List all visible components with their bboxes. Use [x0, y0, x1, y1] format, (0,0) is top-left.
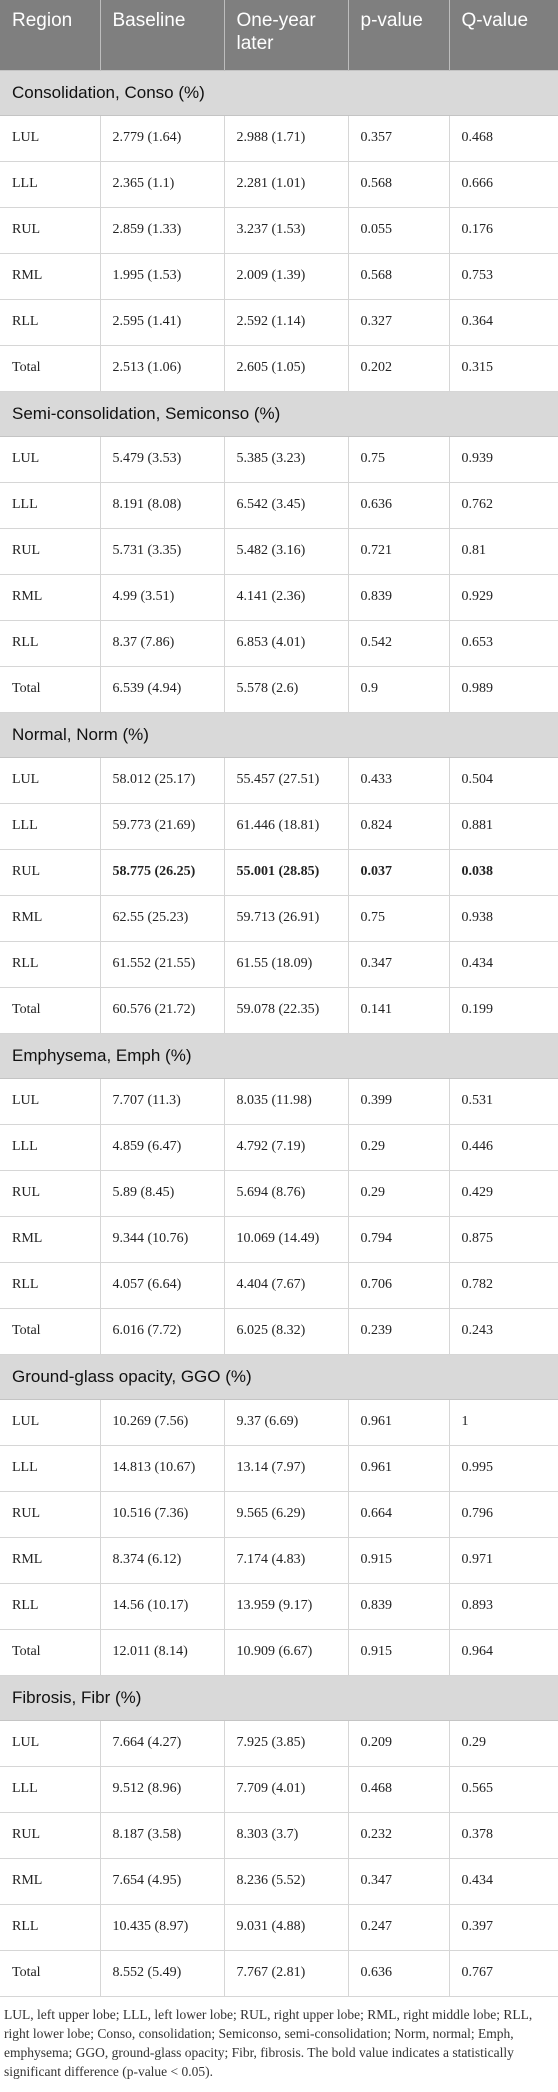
p-value-cell: 0.357	[348, 115, 449, 161]
section-title: Semi-consolidation, Semiconso (%)	[0, 391, 558, 436]
q-value-cell: 0.315	[449, 345, 558, 391]
table-row	[0, 1629, 558, 1675]
region-cell: RLL	[0, 1904, 100, 1950]
baseline-cell: 7.664 (4.27)	[100, 1720, 224, 1766]
region-cell: LUL	[0, 436, 100, 482]
q-value-cell: 0.796	[449, 1491, 558, 1537]
q-value-cell: 0.782	[449, 1262, 558, 1308]
table-row	[0, 1720, 558, 1766]
p-value-cell: 0.232	[348, 1812, 449, 1858]
one-year-later-cell: 7.925 (3.85)	[224, 1720, 348, 1766]
region-cell: LLL	[0, 161, 100, 207]
table-row	[0, 115, 558, 161]
one-year-later-cell: 5.694 (8.76)	[224, 1170, 348, 1216]
q-value-cell: 0.964	[449, 1629, 558, 1675]
q-value-cell: 0.434	[449, 1858, 558, 1904]
region-cell: LLL	[0, 1445, 100, 1491]
one-year-later-cell: 2.605 (1.05)	[224, 345, 348, 391]
q-value-cell: 0.038	[449, 849, 558, 895]
region-cell: RLL	[0, 299, 100, 345]
table-row	[0, 1491, 558, 1537]
baseline-cell: 2.365 (1.1)	[100, 161, 224, 207]
q-value-cell: 0.434	[449, 941, 558, 987]
p-value-cell: 0.839	[348, 574, 449, 620]
one-year-later-cell: 59.078 (22.35)	[224, 987, 348, 1033]
header-baseline: Baseline	[100, 0, 224, 70]
q-value-cell: 0.243	[449, 1308, 558, 1354]
section-title: Consolidation, Conso (%)	[0, 70, 558, 115]
baseline-cell: 14.813 (10.67)	[100, 1445, 224, 1491]
table-row	[0, 1078, 558, 1124]
p-value-cell: 0.961	[348, 1445, 449, 1491]
region-cell: RUL	[0, 1491, 100, 1537]
p-value-cell: 0.29	[348, 1124, 449, 1170]
table-row	[0, 1262, 558, 1308]
one-year-later-cell: 7.767 (2.81)	[224, 1950, 348, 1996]
region-cell: RUL	[0, 849, 100, 895]
baseline-cell: 1.995 (1.53)	[100, 253, 224, 299]
region-cell: LLL	[0, 482, 100, 528]
p-value-cell: 0.055	[348, 207, 449, 253]
baseline-cell: 2.513 (1.06)	[100, 345, 224, 391]
one-year-later-cell: 8.303 (3.7)	[224, 1812, 348, 1858]
one-year-later-cell: 8.035 (11.98)	[224, 1078, 348, 1124]
section-title: Normal, Norm (%)	[0, 712, 558, 757]
table-row	[0, 620, 558, 666]
one-year-later-cell: 55.001 (28.85)	[224, 849, 348, 895]
one-year-later-cell: 13.959 (9.17)	[224, 1583, 348, 1629]
region-cell: LLL	[0, 1124, 100, 1170]
baseline-cell: 6.016 (7.72)	[100, 1308, 224, 1354]
q-value-cell: 0.881	[449, 803, 558, 849]
p-value-cell: 0.347	[348, 941, 449, 987]
table-row	[0, 1537, 558, 1583]
baseline-cell: 8.191 (8.08)	[100, 482, 224, 528]
q-value-cell: 0.176	[449, 207, 558, 253]
table-header	[0, 0, 558, 70]
region-cell: LLL	[0, 803, 100, 849]
baseline-cell: 9.512 (8.96)	[100, 1766, 224, 1812]
one-year-later-cell: 10.909 (6.67)	[224, 1629, 348, 1675]
p-value-cell: 0.247	[348, 1904, 449, 1950]
table-row	[0, 1170, 558, 1216]
p-value-cell: 0.239	[348, 1308, 449, 1354]
one-year-later-cell: 2.592 (1.14)	[224, 299, 348, 345]
region-cell: LUL	[0, 1399, 100, 1445]
one-year-later-cell: 4.141 (2.36)	[224, 574, 348, 620]
region-cell: RLL	[0, 1583, 100, 1629]
q-value-cell: 0.753	[449, 253, 558, 299]
baseline-cell: 8.552 (5.49)	[100, 1950, 224, 1996]
p-value-cell: 0.433	[348, 757, 449, 803]
table-row	[0, 207, 558, 253]
table-row	[0, 895, 558, 941]
q-value-cell: 0.81	[449, 528, 558, 574]
table-row	[0, 987, 558, 1033]
one-year-later-cell: 6.025 (8.32)	[224, 1308, 348, 1354]
header-q-value: Q-value	[449, 0, 558, 70]
one-year-later-cell: 55.457 (27.51)	[224, 757, 348, 803]
q-value-cell: 0.893	[449, 1583, 558, 1629]
q-value-cell: 0.762	[449, 482, 558, 528]
table-row	[0, 482, 558, 528]
q-value-cell: 1	[449, 1399, 558, 1445]
p-value-cell: 0.636	[348, 1950, 449, 1996]
one-year-later-cell: 5.482 (3.16)	[224, 528, 348, 574]
table-row	[0, 1766, 558, 1812]
region-cell: RML	[0, 574, 100, 620]
table-row	[0, 1812, 558, 1858]
q-value-cell: 0.875	[449, 1216, 558, 1262]
table-row	[0, 1124, 558, 1170]
one-year-later-cell: 9.37 (6.69)	[224, 1399, 348, 1445]
one-year-later-cell: 59.713 (26.91)	[224, 895, 348, 941]
one-year-later-cell: 5.385 (3.23)	[224, 436, 348, 482]
table-row	[0, 436, 558, 482]
one-year-later-cell: 4.404 (7.67)	[224, 1262, 348, 1308]
q-value-cell: 0.397	[449, 1904, 558, 1950]
one-year-later-cell: 2.281 (1.01)	[224, 161, 348, 207]
p-value-cell: 0.399	[348, 1078, 449, 1124]
section-header-row	[0, 1033, 558, 1078]
baseline-cell: 2.595 (1.41)	[100, 299, 224, 345]
region-cell: Total	[0, 1950, 100, 1996]
table-row	[0, 1445, 558, 1491]
p-value-cell: 0.9	[348, 666, 449, 712]
q-value-cell: 0.995	[449, 1445, 558, 1491]
baseline-cell: 58.012 (25.17)	[100, 757, 224, 803]
region-cell: RLL	[0, 620, 100, 666]
one-year-later-cell: 61.446 (18.81)	[224, 803, 348, 849]
section-header-row	[0, 712, 558, 757]
region-cell: Total	[0, 1629, 100, 1675]
baseline-cell: 2.859 (1.33)	[100, 207, 224, 253]
table-row	[0, 803, 558, 849]
region-cell: RUL	[0, 1812, 100, 1858]
section-header-row	[0, 1675, 558, 1720]
table-row	[0, 1399, 558, 1445]
one-year-later-cell: 10.069 (14.49)	[224, 1216, 348, 1262]
one-year-later-cell: 4.792 (7.19)	[224, 1124, 348, 1170]
p-value-cell: 0.794	[348, 1216, 449, 1262]
q-value-cell: 0.504	[449, 757, 558, 803]
q-value-cell: 0.446	[449, 1124, 558, 1170]
table-row	[0, 299, 558, 345]
section-header-row	[0, 1354, 558, 1399]
table-row	[0, 528, 558, 574]
table-row	[0, 1216, 558, 1262]
table-row	[0, 1308, 558, 1354]
table-row	[0, 1950, 558, 1996]
p-value-cell: 0.209	[348, 1720, 449, 1766]
region-cell: RLL	[0, 1262, 100, 1308]
table-row	[0, 253, 558, 299]
region-cell: LUL	[0, 1078, 100, 1124]
q-value-cell: 0.929	[449, 574, 558, 620]
baseline-cell: 8.187 (3.58)	[100, 1812, 224, 1858]
region-cell: RML	[0, 1216, 100, 1262]
baseline-cell: 5.479 (3.53)	[100, 436, 224, 482]
baseline-cell: 60.576 (21.72)	[100, 987, 224, 1033]
baseline-cell: 62.55 (25.23)	[100, 895, 224, 941]
header-row	[0, 0, 558, 70]
q-value-cell: 0.531	[449, 1078, 558, 1124]
table-row	[0, 666, 558, 712]
baseline-cell: 4.057 (6.64)	[100, 1262, 224, 1308]
q-value-cell: 0.378	[449, 1812, 558, 1858]
section-title: Fibrosis, Fibr (%)	[0, 1675, 558, 1720]
q-value-cell: 0.938	[449, 895, 558, 941]
p-value-cell: 0.327	[348, 299, 449, 345]
table-row	[0, 1583, 558, 1629]
p-value-cell: 0.202	[348, 345, 449, 391]
baseline-cell: 12.011 (8.14)	[100, 1629, 224, 1675]
baseline-cell: 61.552 (21.55)	[100, 941, 224, 987]
region-cell: RML	[0, 1537, 100, 1583]
p-value-cell: 0.29	[348, 1170, 449, 1216]
section-title: Emphysema, Emph (%)	[0, 1033, 558, 1078]
one-year-later-cell: 2.988 (1.71)	[224, 115, 348, 161]
header-region: Region	[0, 0, 100, 70]
q-value-cell: 0.939	[449, 436, 558, 482]
q-value-cell: 0.468	[449, 115, 558, 161]
baseline-cell: 5.731 (3.35)	[100, 528, 224, 574]
q-value-cell: 0.364	[449, 299, 558, 345]
baseline-cell: 14.56 (10.17)	[100, 1583, 224, 1629]
baseline-cell: 8.37 (7.86)	[100, 620, 224, 666]
p-value-cell: 0.706	[348, 1262, 449, 1308]
one-year-later-cell: 9.565 (6.29)	[224, 1491, 348, 1537]
p-value-cell: 0.839	[348, 1583, 449, 1629]
baseline-cell: 7.707 (11.3)	[100, 1078, 224, 1124]
one-year-later-cell: 8.236 (5.52)	[224, 1858, 348, 1904]
baseline-cell: 9.344 (10.76)	[100, 1216, 224, 1262]
q-value-cell: 0.989	[449, 666, 558, 712]
q-value-cell: 0.199	[449, 987, 558, 1033]
p-value-cell: 0.568	[348, 253, 449, 299]
region-cell: RUL	[0, 528, 100, 574]
region-cell: LLL	[0, 1766, 100, 1812]
table-row	[0, 1904, 558, 1950]
baseline-cell: 7.654 (4.95)	[100, 1858, 224, 1904]
q-value-cell: 0.666	[449, 161, 558, 207]
one-year-later-cell: 7.709 (4.01)	[224, 1766, 348, 1812]
section-header-row	[0, 391, 558, 436]
p-value-cell: 0.468	[348, 1766, 449, 1812]
baseline-cell: 58.775 (26.25)	[100, 849, 224, 895]
region-cell: RML	[0, 1858, 100, 1904]
region-cell: RUL	[0, 207, 100, 253]
baseline-cell: 10.269 (7.56)	[100, 1399, 224, 1445]
p-value-cell: 0.568	[348, 161, 449, 207]
p-value-cell: 0.915	[348, 1537, 449, 1583]
table-body	[0, 70, 558, 1996]
q-value-cell: 0.29	[449, 1720, 558, 1766]
baseline-cell: 59.773 (21.69)	[100, 803, 224, 849]
table-footnote: LUL, left upper lobe; LLL, left lower lobe; RUL, right upper lobe; RML, right middle lobe; RLL, right lower lobe; Conso, consolidation; Semiconso, semi-consolidation; Norm, normal; Emph, emphysema; GGO, ground-glass opacity; Fibr, fibrosis. The bold value indicates a statistically significant difference (p-value < 0.05).	[4, 2006, 533, 2079]
table-row	[0, 757, 558, 803]
baseline-cell: 4.99 (3.51)	[100, 574, 224, 620]
one-year-later-cell: 3.237 (1.53)	[224, 207, 348, 253]
region-cell: RLL	[0, 941, 100, 987]
table-row	[0, 574, 558, 620]
table-row	[0, 161, 558, 207]
region-cell: LUL	[0, 1720, 100, 1766]
table-row	[0, 345, 558, 391]
table-row	[0, 941, 558, 987]
section-title: Ground-glass opacity, GGO (%)	[0, 1354, 558, 1399]
q-value-cell: 0.767	[449, 1950, 558, 1996]
p-value-cell: 0.037	[348, 849, 449, 895]
region-cell: RUL	[0, 1170, 100, 1216]
one-year-later-cell: 7.174 (4.83)	[224, 1537, 348, 1583]
q-value-cell: 0.971	[449, 1537, 558, 1583]
q-value-cell: 0.653	[449, 620, 558, 666]
region-cell: Total	[0, 1308, 100, 1354]
one-year-later-cell: 2.009 (1.39)	[224, 253, 348, 299]
region-cell: Total	[0, 666, 100, 712]
q-value-cell: 0.429	[449, 1170, 558, 1216]
baseline-cell: 8.374 (6.12)	[100, 1537, 224, 1583]
p-value-cell: 0.75	[348, 895, 449, 941]
baseline-cell: 10.435 (8.97)	[100, 1904, 224, 1950]
one-year-later-cell: 61.55 (18.09)	[224, 941, 348, 987]
one-year-later-cell: 6.542 (3.45)	[224, 482, 348, 528]
q-value-cell: 0.565	[449, 1766, 558, 1812]
p-value-cell: 0.915	[348, 1629, 449, 1675]
region-cell: RML	[0, 253, 100, 299]
p-value-cell: 0.75	[348, 436, 449, 482]
one-year-later-cell: 13.14 (7.97)	[224, 1445, 348, 1491]
p-value-cell: 0.824	[348, 803, 449, 849]
baseline-cell: 2.779 (1.64)	[100, 115, 224, 161]
p-value-cell: 0.141	[348, 987, 449, 1033]
section-header-row	[0, 70, 558, 115]
one-year-later-cell: 6.853 (4.01)	[224, 620, 348, 666]
p-value-cell: 0.664	[348, 1491, 449, 1537]
baseline-cell: 4.859 (6.47)	[100, 1124, 224, 1170]
p-value-cell: 0.721	[348, 528, 449, 574]
region-cell: LUL	[0, 115, 100, 161]
region-cell: Total	[0, 345, 100, 391]
region-cell: LUL	[0, 757, 100, 803]
region-cell: Total	[0, 987, 100, 1033]
table-row	[0, 1858, 558, 1904]
baseline-cell: 5.89 (8.45)	[100, 1170, 224, 1216]
region-cell: RML	[0, 895, 100, 941]
p-value-cell: 0.347	[348, 1858, 449, 1904]
p-value-cell: 0.961	[348, 1399, 449, 1445]
header-one-year-later: One-year later	[224, 0, 348, 70]
p-value-cell: 0.636	[348, 482, 449, 528]
one-year-later-cell: 5.578 (2.6)	[224, 666, 348, 712]
baseline-cell: 10.516 (7.36)	[100, 1491, 224, 1537]
p-value-cell: 0.542	[348, 620, 449, 666]
header-p-value: p-value	[348, 0, 449, 70]
table-row	[0, 849, 558, 895]
baseline-cell: 6.539 (4.94)	[100, 666, 224, 712]
one-year-later-cell: 9.031 (4.88)	[224, 1904, 348, 1950]
